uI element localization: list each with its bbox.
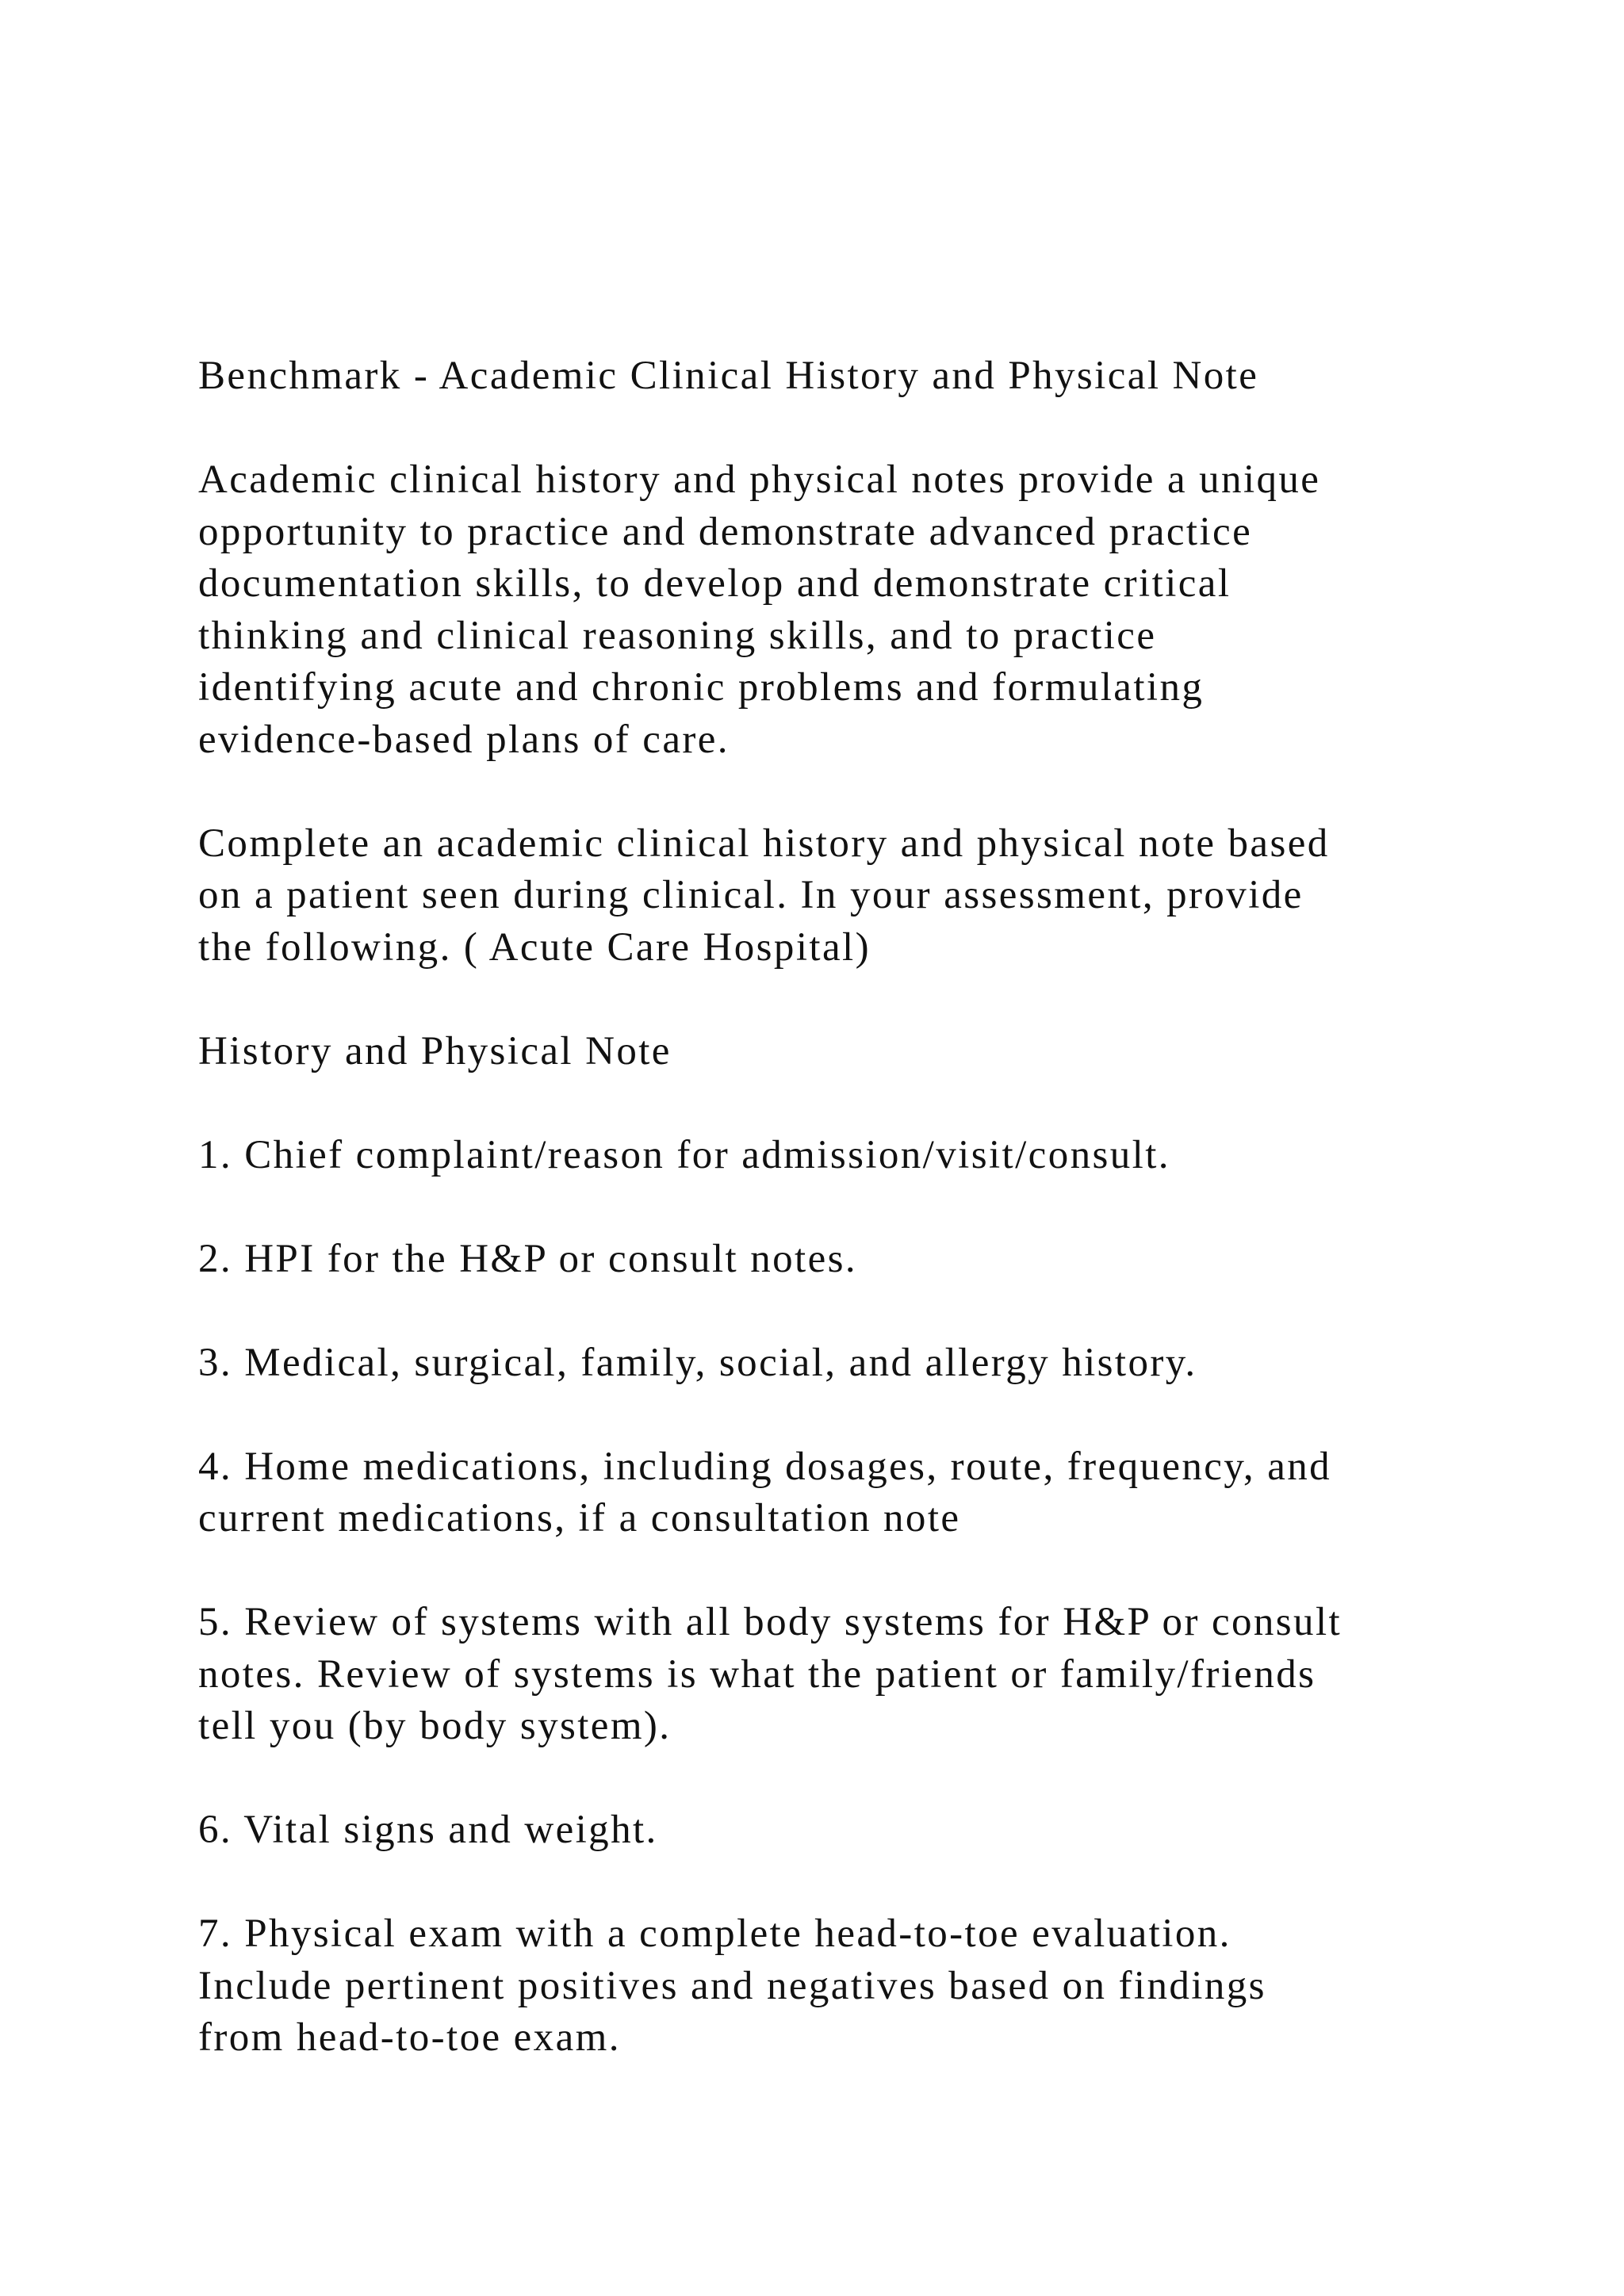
list-item-line: 3. Medical, surgical, family, social, and allergy history. <box>198 1340 1197 1385</box>
list-item <box>198 1908 1546 2064</box>
list-item-line: notes. Review of systems is what the patient or family/friends <box>198 1651 1316 1697</box>
list-item-line: 5. Review of systems with all body systems for H&P or consult <box>198 1600 1342 1644</box>
document-body <box>198 350 1546 2064</box>
paragraph-spacer <box>198 766 1546 818</box>
list-item-line: Include pertinent positives and negatives based on findings <box>198 1963 1266 2008</box>
list-item <box>198 1441 1546 1545</box>
list-item <box>198 1804 1546 1857</box>
intro-line: identifying acute and chronic problems and formulating <box>198 665 1205 710</box>
list-item-line: current medications, if a consultation note <box>198 1496 961 1540</box>
intro-line: evidence-based plans of care. <box>198 717 730 762</box>
intro-line: documentation skills, to develop and demonstrate critical <box>198 561 1231 606</box>
paragraph-spacer <box>198 1285 1546 1337</box>
paragraph-spacer <box>198 1753 1546 1805</box>
list-item <box>198 1234 1546 1286</box>
paragraph-spacer <box>198 1857 1546 1909</box>
document-title: Benchmark - Academic Clinical History and Physical Note <box>198 354 1259 398</box>
instruction-line: Complete an academic clinical history and physical note based <box>198 821 1330 866</box>
list-item <box>198 1597 1546 1753</box>
list-item-line: 4. Home medications, including dosages, route, frequency, and <box>198 1444 1332 1489</box>
paragraph-spacer <box>198 1077 1546 1130</box>
list-item-line: from head-to-toe exam. <box>198 2015 621 2060</box>
section-heading: History and Physical Note <box>198 1028 672 1073</box>
list-item <box>198 1130 1546 1182</box>
instruction-line: on a patient seen during clinical. In your assessment, provide <box>198 873 1304 917</box>
list-item-line: 1. Chief complaint/reason for admission/visit/consult. <box>198 1132 1170 1177</box>
list-item-line: tell you (by body system). <box>198 1704 672 1748</box>
paragraph-spacer <box>198 403 1546 455</box>
list-item-line: 7. Physical exam with a complete head-to-toe evaluation. <box>198 1911 1231 1956</box>
intro-line: Academic clinical history and physical notes provide a unique <box>198 457 1321 502</box>
paragraph-spacer <box>198 1545 1546 1598</box>
paragraph-spacer <box>198 1389 1546 1441</box>
instruction-paragraph <box>198 818 1546 974</box>
list-item-line: 2. HPI for the H&P or consult notes. <box>198 1236 858 1281</box>
list-item <box>198 1337 1546 1390</box>
list-item-line: 6. Vital signs and weight. <box>198 1808 658 1852</box>
paragraph-spacer <box>198 1181 1546 1234</box>
intro-paragraph <box>198 454 1546 766</box>
paragraph-spacer <box>198 974 1546 1026</box>
intro-line: thinking and clinical reasoning skills, and to practice <box>198 613 1157 658</box>
intro-line: opportunity to practice and demonstrate advanced practice <box>198 509 1253 554</box>
instruction-line: the following. ( Acute Care Hospital) <box>198 924 871 970</box>
